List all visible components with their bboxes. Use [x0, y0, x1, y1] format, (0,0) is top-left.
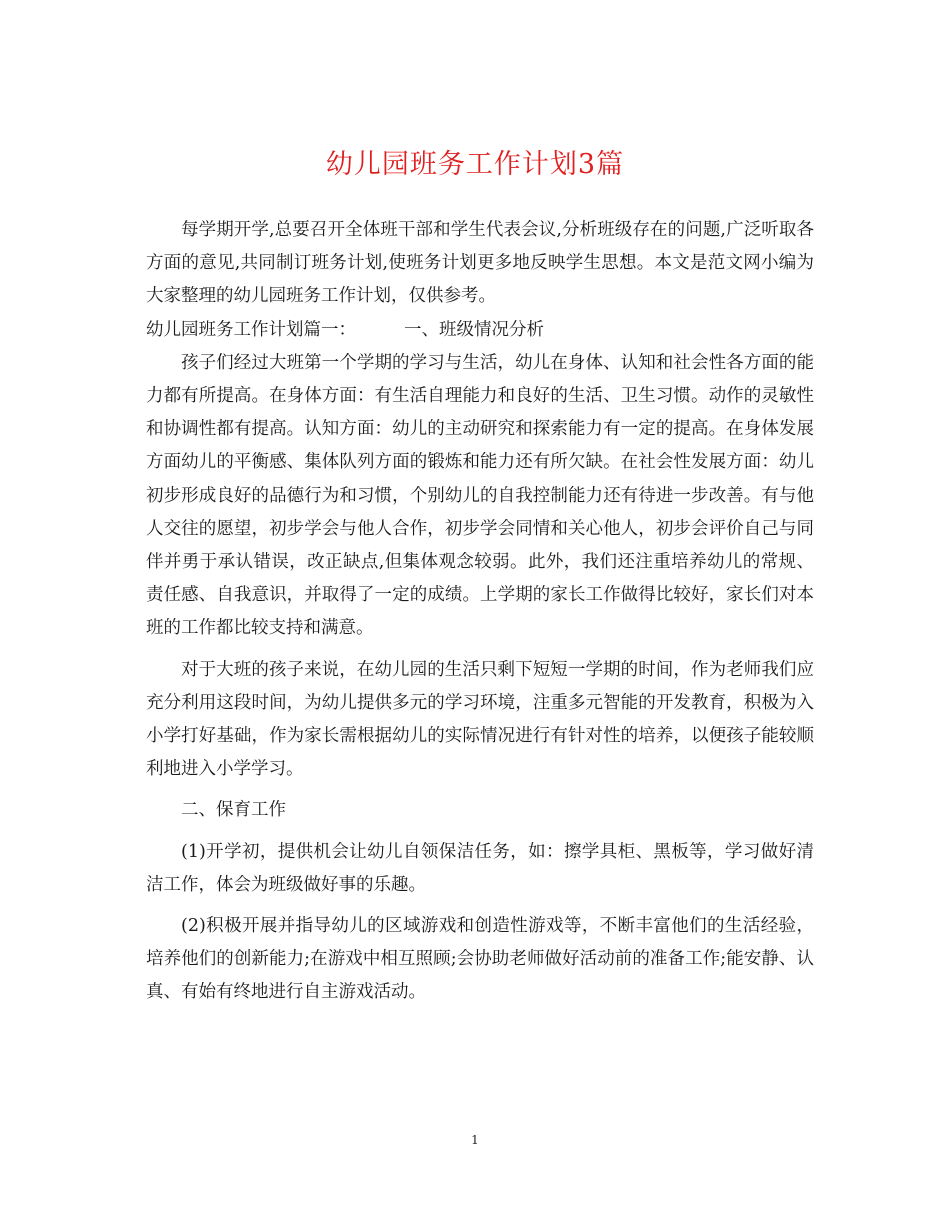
- item-two-paragraph: (2)积极开展并指导幼儿的区域游戏和创造性游戏等，不断丰富他们的生活经验，培养他们的创新能力;在游戏中相互照顾;会协助老师做好活动前的准备工作;能安静、认真、有始有终地进行自主游戏活动。: [146, 916, 814, 1003]
- page-number: 1: [471, 1133, 479, 1147]
- section-label: 幼儿园班务工作计划篇一：: [146, 319, 356, 340]
- document-body: [146, 214, 814, 1010]
- intro-paragraph: 每学期开学,总要召开全体班干部和学生代表会议,分析班级存在的问题,广泛听取各方面的意见,共同制订班务计划,使班务计划更多地反映学生思想。本文是范文网小编为大家整理的幼儿园班务工作计划，仅供参考。: [146, 220, 814, 307]
- item-one-paragraph: (1)开学初，提供机会让幼儿自领保洁任务，如：擦学具柜、黑板等，学习做好清洁工作，体会为班级做好事的乐趣。: [146, 841, 814, 895]
- goal-paragraph: 对于大班的孩子来说，在幼儿园的生活只剩下短短一学期的时间，作为老师我们应充分利用这段时间，为幼儿提供多元的学习环境，注重多元智能的开发教育，积极为入小学打好基础，作为家长需根据幼儿的实际情况进行有针对性的培养，以便孩子能较顺利地进入小学学习。: [146, 659, 814, 780]
- analysis-paragraph: 孩子们经过大班第一个学期的学习与生活，幼儿在身体、认知和社会性各方面的能力都有所提高。在身体方面：有生活自理能力和良好的生活、卫生习惯。动作的灵敏性和协调性都有提高。认知方面：幼儿的主动研究和探索能力有一定的提高。在身体发展方面幼儿的平衡感、集体队列方面的锻炼和能力还有所欠缺。在社会性发展方面：幼儿初步形成良好的品德行为和习惯，个别幼儿的自我控制能力还有待进一步改善。有与他人交往的愿望，初步学会与他人合作，初步学会同情和关心他人，初步会评价自己与同伴并勇于承认错误，改正缺点,但集体观念较弱。此外，我们还注重培养幼儿的常规、责任感、自我意识，并取得了一定的成绩。上学期的家长工作做得比较好，家长们对本班的工作都比较支持和满意。: [146, 352, 814, 639]
- document-title: 幼儿园班务工作计划3篇: [325, 149, 625, 180]
- section-one-heading-line: [146, 314, 814, 347]
- section-two-heading: 二、保育工作: [181, 800, 286, 821]
- section-heading: 一、班级情况分析: [404, 319, 544, 340]
